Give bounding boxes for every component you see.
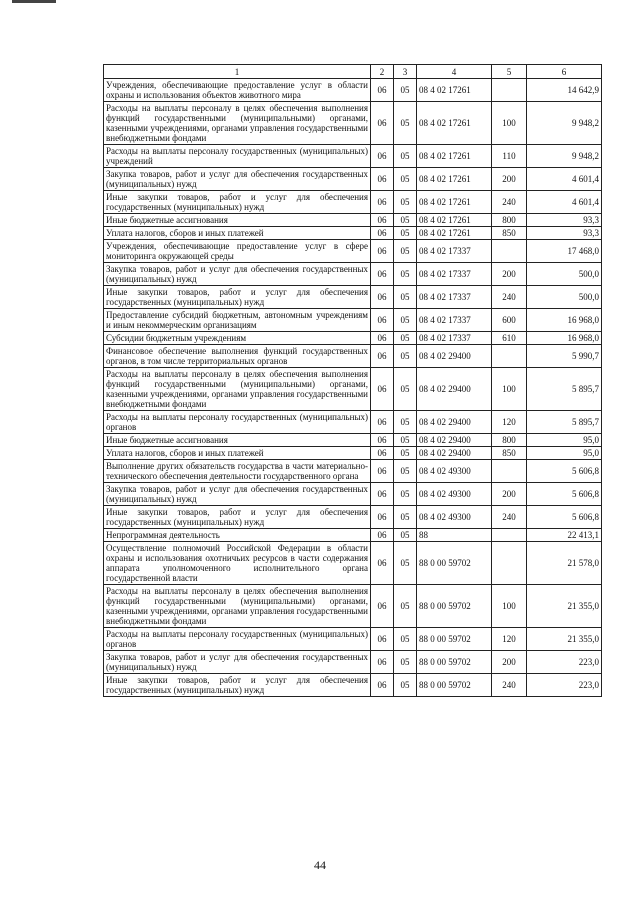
expense-type-code-cell bbox=[492, 529, 527, 542]
expense-type-code-cell: 200 bbox=[492, 168, 527, 191]
section-code-cell: 06 bbox=[371, 345, 394, 368]
column-header-3: 3 bbox=[394, 65, 417, 79]
table-row bbox=[104, 434, 602, 447]
amount-cell: 21 355,0 bbox=[527, 585, 602, 628]
subsection-code-cell: 05 bbox=[394, 240, 417, 263]
table-row bbox=[104, 332, 602, 345]
table-row bbox=[104, 674, 602, 697]
subsection-code-cell: 05 bbox=[394, 263, 417, 286]
section-code-cell: 06 bbox=[371, 585, 394, 628]
section-code-cell: 06 bbox=[371, 529, 394, 542]
subsection-code-cell: 05 bbox=[394, 102, 417, 145]
subsection-code-cell: 05 bbox=[394, 227, 417, 240]
section-code-cell: 06 bbox=[371, 79, 394, 102]
table-row bbox=[104, 651, 602, 674]
expense-type-code-cell: 610 bbox=[492, 332, 527, 345]
column-header-5: 5 bbox=[492, 65, 527, 79]
target-item-code-cell: 08 4 02 29400 bbox=[417, 434, 492, 447]
subsection-code-cell: 05 bbox=[394, 168, 417, 191]
target-item-code-cell: 88 bbox=[417, 529, 492, 542]
expense-type-code-cell: 800 bbox=[492, 434, 527, 447]
amount-cell: 500,0 bbox=[527, 263, 602, 286]
expense-name-cell: Иные бюджетные ассигнования bbox=[104, 434, 371, 447]
expense-name-cell: Субсидии бюджетным учреждениям bbox=[104, 332, 371, 345]
target-item-code-cell: 08 4 02 29400 bbox=[417, 345, 492, 368]
section-code-cell: 06 bbox=[371, 240, 394, 263]
table-row bbox=[104, 368, 602, 411]
subsection-code-cell: 05 bbox=[394, 585, 417, 628]
amount-cell: 16 968,0 bbox=[527, 332, 602, 345]
amount-cell: 21 355,0 bbox=[527, 628, 602, 651]
section-code-cell: 06 bbox=[371, 102, 394, 145]
table-row bbox=[104, 585, 602, 628]
amount-cell: 17 468,0 bbox=[527, 240, 602, 263]
expense-name-cell: Учреждения, обеспечивающие предоставление услуг в области охраны и использования объектов животного мира bbox=[104, 79, 371, 102]
subsection-code-cell: 05 bbox=[394, 651, 417, 674]
target-item-code-cell: 08 4 02 29400 bbox=[417, 368, 492, 411]
target-item-code-cell: 08 4 02 17261 bbox=[417, 227, 492, 240]
subsection-code-cell: 05 bbox=[394, 411, 417, 434]
expense-name-cell: Закупка товаров, работ и услуг для обеспечения государственных (муниципальных) нужд bbox=[104, 483, 371, 506]
target-item-code-cell: 08 4 02 17261 bbox=[417, 102, 492, 145]
expense-type-code-cell: 800 bbox=[492, 214, 527, 227]
table-row bbox=[104, 102, 602, 145]
table-row bbox=[104, 506, 602, 529]
target-item-code-cell: 08 4 02 29400 bbox=[417, 447, 492, 460]
target-item-code-cell: 08 4 02 49300 bbox=[417, 483, 492, 506]
expense-type-code-cell: 200 bbox=[492, 263, 527, 286]
target-item-code-cell: 08 4 02 17337 bbox=[417, 309, 492, 332]
expense-name-cell: Осуществление полномочий Российской Федерации в области охраны и использования охотничьих ресурсов в части содержания аппарата уполномоченного исполнительного органа государственной власти bbox=[104, 542, 371, 585]
table-row bbox=[104, 145, 602, 168]
column-header-1: 1 bbox=[104, 65, 371, 79]
subsection-code-cell: 05 bbox=[394, 460, 417, 483]
section-code-cell: 06 bbox=[371, 191, 394, 214]
section-code-cell: 06 bbox=[371, 434, 394, 447]
amount-cell: 95,0 bbox=[527, 434, 602, 447]
expense-type-code-cell: 850 bbox=[492, 447, 527, 460]
table-row bbox=[104, 191, 602, 214]
expense-type-code-cell: 240 bbox=[492, 286, 527, 309]
section-code-cell: 06 bbox=[371, 168, 394, 191]
expense-type-code-cell: 100 bbox=[492, 102, 527, 145]
subsection-code-cell: 05 bbox=[394, 332, 417, 345]
section-code-cell: 06 bbox=[371, 368, 394, 411]
target-item-code-cell: 08 4 02 17261 bbox=[417, 214, 492, 227]
target-item-code-cell: 08 4 02 49300 bbox=[417, 506, 492, 529]
section-code-cell: 06 bbox=[371, 263, 394, 286]
amount-cell: 95,0 bbox=[527, 447, 602, 460]
target-item-code-cell: 08 4 02 17337 bbox=[417, 240, 492, 263]
table-header-row bbox=[104, 65, 602, 79]
target-item-code-cell: 08 4 02 17261 bbox=[417, 168, 492, 191]
section-code-cell: 06 bbox=[371, 628, 394, 651]
expense-type-code-cell: 120 bbox=[492, 411, 527, 434]
subsection-code-cell: 05 bbox=[394, 79, 417, 102]
amount-cell: 4 601,4 bbox=[527, 168, 602, 191]
section-code-cell: 06 bbox=[371, 506, 394, 529]
subsection-code-cell: 05 bbox=[394, 191, 417, 214]
expense-type-code-cell: 110 bbox=[492, 145, 527, 168]
budget-table bbox=[103, 64, 602, 697]
target-item-code-cell: 88 0 00 59702 bbox=[417, 585, 492, 628]
expense-name-cell: Закупка товаров, работ и услуг для обеспечения государственных (муниципальных) нужд bbox=[104, 651, 371, 674]
subsection-code-cell: 05 bbox=[394, 506, 417, 529]
table-row bbox=[104, 628, 602, 651]
amount-cell: 16 968,0 bbox=[527, 309, 602, 332]
expense-name-cell: Расходы на выплаты персоналу в целях обеспечения выполнения функций государственными (муниципальными) органами, казенными учреждениями, органами управления государственными внебюджетными фондами bbox=[104, 585, 371, 628]
amount-cell: 4 601,4 bbox=[527, 191, 602, 214]
table-row bbox=[104, 529, 602, 542]
subsection-code-cell: 05 bbox=[394, 628, 417, 651]
amount-cell: 5 606,8 bbox=[527, 483, 602, 506]
target-item-code-cell: 08 4 02 17261 bbox=[417, 145, 492, 168]
section-code-cell: 06 bbox=[371, 227, 394, 240]
expense-name-cell: Непрограммная деятельность bbox=[104, 529, 371, 542]
section-code-cell: 06 bbox=[371, 447, 394, 460]
column-header-2: 2 bbox=[371, 65, 394, 79]
section-code-cell: 06 bbox=[371, 483, 394, 506]
expense-name-cell: Расходы на выплаты персоналу государственных (муниципальных) органов bbox=[104, 411, 371, 434]
amount-cell: 5 990,7 bbox=[527, 345, 602, 368]
column-header-4: 4 bbox=[417, 65, 492, 79]
target-item-code-cell: 08 4 02 29400 bbox=[417, 411, 492, 434]
target-item-code-cell: 88 0 00 59702 bbox=[417, 651, 492, 674]
section-code-cell: 06 bbox=[371, 411, 394, 434]
expense-name-cell: Выполнение других обязательств государства в части материально-технического обеспечения деятельности государственного органа bbox=[104, 460, 371, 483]
table-row bbox=[104, 411, 602, 434]
table-row bbox=[104, 227, 602, 240]
expense-name-cell: Расходы на выплаты персоналу в целях обеспечения выполнения функций государственными (муниципальными) органами, казенными учреждениями, органами управления государственными внебюджетными фондами bbox=[104, 102, 371, 145]
table-row bbox=[104, 542, 602, 585]
expense-name-cell: Расходы на выплаты персоналу в целях обеспечения выполнения функций государственными (муниципальными) органами, казенными учреждениями, органами управления государственными внебюджетными фондами bbox=[104, 368, 371, 411]
target-item-code-cell: 08 4 02 49300 bbox=[417, 460, 492, 483]
expense-type-code-cell: 240 bbox=[492, 191, 527, 214]
expense-name-cell: Иные закупки товаров, работ и услуг для обеспечения государственных (муниципальных) нужд bbox=[104, 506, 371, 529]
subsection-code-cell: 05 bbox=[394, 529, 417, 542]
target-item-code-cell: 08 4 02 17337 bbox=[417, 263, 492, 286]
expense-type-code-cell: 120 bbox=[492, 628, 527, 651]
expense-name-cell: Закупка товаров, работ и услуг для обеспечения государственных (муниципальных) нужд bbox=[104, 263, 371, 286]
target-item-code-cell: 08 4 02 17337 bbox=[417, 286, 492, 309]
target-item-code-cell: 08 4 02 17337 bbox=[417, 332, 492, 345]
subsection-code-cell: 05 bbox=[394, 434, 417, 447]
target-item-code-cell: 88 0 00 59702 bbox=[417, 542, 492, 585]
expense-name-cell: Закупка товаров, работ и услуг для обеспечения государственных (муниципальных) нужд bbox=[104, 168, 371, 191]
target-item-code-cell: 88 0 00 59702 bbox=[417, 674, 492, 697]
subsection-code-cell: 05 bbox=[394, 542, 417, 585]
expense-type-code-cell: 200 bbox=[492, 651, 527, 674]
table-body bbox=[104, 79, 602, 697]
section-code-cell: 06 bbox=[371, 542, 394, 585]
amount-cell: 9 948,2 bbox=[527, 102, 602, 145]
expense-name-cell: Финансовое обеспечение выполнения функций государственных органов, в том числе территориальных органов bbox=[104, 345, 371, 368]
page-number: 44 bbox=[314, 858, 326, 872]
amount-cell: 93,3 bbox=[527, 227, 602, 240]
section-code-cell: 06 bbox=[371, 309, 394, 332]
expense-type-code-cell: 600 bbox=[492, 309, 527, 332]
table-row bbox=[104, 79, 602, 102]
subsection-code-cell: 05 bbox=[394, 368, 417, 411]
subsection-code-cell: 05 bbox=[394, 345, 417, 368]
subsection-code-cell: 05 bbox=[394, 145, 417, 168]
expense-type-code-cell: 100 bbox=[492, 585, 527, 628]
amount-cell: 223,0 bbox=[527, 651, 602, 674]
expense-type-code-cell bbox=[492, 542, 527, 585]
table-row bbox=[104, 286, 602, 309]
expense-name-cell: Уплата налогов, сборов и иных платежей bbox=[104, 227, 371, 240]
table-row bbox=[104, 240, 602, 263]
expense-name-cell: Расходы на выплаты персоналу государственных (муниципальных) учреждений bbox=[104, 145, 371, 168]
expense-type-code-cell: 200 bbox=[492, 483, 527, 506]
column-header-6: 6 bbox=[527, 65, 602, 79]
amount-cell: 5 606,8 bbox=[527, 506, 602, 529]
table-row bbox=[104, 168, 602, 191]
expense-name-cell: Иные закупки товаров, работ и услуг для обеспечения государственных (муниципальных) нужд bbox=[104, 286, 371, 309]
amount-cell: 5 606,8 bbox=[527, 460, 602, 483]
table-row bbox=[104, 447, 602, 460]
section-code-cell: 06 bbox=[371, 332, 394, 345]
subsection-code-cell: 05 bbox=[394, 309, 417, 332]
amount-cell: 500,0 bbox=[527, 286, 602, 309]
amount-cell: 21 578,0 bbox=[527, 542, 602, 585]
expense-name-cell: Учреждения, обеспечивающие предоставление услуг в сфере мониторинга окружающей среды bbox=[104, 240, 371, 263]
corner-mark bbox=[12, 0, 56, 3]
amount-cell: 9 948,2 bbox=[527, 145, 602, 168]
expense-type-code-cell: 850 bbox=[492, 227, 527, 240]
table-row bbox=[104, 214, 602, 227]
section-code-cell: 06 bbox=[371, 460, 394, 483]
expense-type-code-cell: 100 bbox=[492, 368, 527, 411]
table-row bbox=[104, 483, 602, 506]
expense-name-cell: Предоставление субсидий бюджетным, автономным учреждениям и иным некоммерческим организациям bbox=[104, 309, 371, 332]
section-code-cell: 06 bbox=[371, 145, 394, 168]
expense-name-cell: Иные закупки товаров, работ и услуг для обеспечения государственных (муниципальных) нужд bbox=[104, 674, 371, 697]
subsection-code-cell: 05 bbox=[394, 447, 417, 460]
expense-type-code-cell: 240 bbox=[492, 506, 527, 529]
amount-cell: 93,3 bbox=[527, 214, 602, 227]
expense-name-cell: Иные закупки товаров, работ и услуг для обеспечения государственных (муниципальных) нужд bbox=[104, 191, 371, 214]
section-code-cell: 06 bbox=[371, 651, 394, 674]
table-row bbox=[104, 460, 602, 483]
amount-cell: 5 895,7 bbox=[527, 368, 602, 411]
amount-cell: 223,0 bbox=[527, 674, 602, 697]
expense-name-cell: Иные бюджетные ассигнования bbox=[104, 214, 371, 227]
expense-type-code-cell bbox=[492, 345, 527, 368]
expense-name-cell: Расходы на выплаты персоналу государственных (муниципальных) органов bbox=[104, 628, 371, 651]
expense-type-code-cell: 240 bbox=[492, 674, 527, 697]
section-code-cell: 06 bbox=[371, 286, 394, 309]
target-item-code-cell: 08 4 02 17261 bbox=[417, 191, 492, 214]
expense-type-code-cell bbox=[492, 240, 527, 263]
expense-type-code-cell bbox=[492, 460, 527, 483]
subsection-code-cell: 05 bbox=[394, 286, 417, 309]
subsection-code-cell: 05 bbox=[394, 483, 417, 506]
amount-cell: 5 895,7 bbox=[527, 411, 602, 434]
table-row bbox=[104, 345, 602, 368]
table-row bbox=[104, 263, 602, 286]
expense-name-cell: Уплата налогов, сборов и иных платежей bbox=[104, 447, 371, 460]
section-code-cell: 06 bbox=[371, 674, 394, 697]
subsection-code-cell: 05 bbox=[394, 214, 417, 227]
expense-type-code-cell bbox=[492, 79, 527, 102]
section-code-cell: 06 bbox=[371, 214, 394, 227]
amount-cell: 14 642,9 bbox=[527, 79, 602, 102]
target-item-code-cell: 88 0 00 59702 bbox=[417, 628, 492, 651]
target-item-code-cell: 08 4 02 17261 bbox=[417, 79, 492, 102]
amount-cell: 22 413,1 bbox=[527, 529, 602, 542]
table-row bbox=[104, 309, 602, 332]
subsection-code-cell: 05 bbox=[394, 674, 417, 697]
